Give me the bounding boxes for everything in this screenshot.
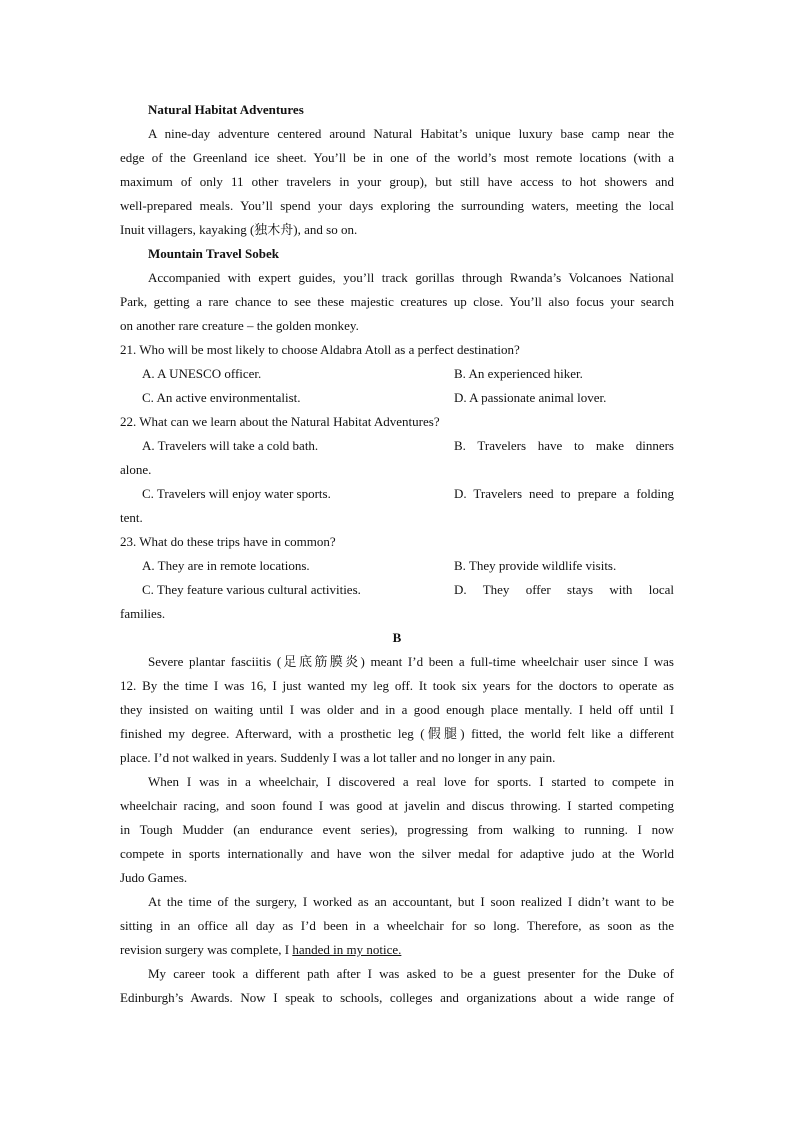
- paragraph-line: Judo Games.: [120, 870, 188, 885]
- option-c: C. Travelers will enjoy water sports.: [142, 486, 331, 501]
- paragraph-line: My career took a different path after I was asked to be a guest presenter for the Duke of: [148, 966, 674, 981]
- options-row: [120, 482, 674, 506]
- paragraph-line: When I was in a wheelchair, I discovered a real love for sports. I started to compete in: [148, 774, 674, 789]
- paragraph-line: well-prepared meals. You’ll spend your days exploring the surrounding waters, meeting the local: [120, 198, 674, 213]
- question-23: 23. What do these trips have in common?: [120, 534, 336, 549]
- option-b: B. They provide wildlife visits.: [454, 558, 617, 573]
- option-d: D. A passionate animal lover.: [454, 390, 607, 405]
- option-c: C. An active environmentalist.: [142, 390, 301, 405]
- paragraph-line: At the time of the surgery, I worked as an accountant, but I soon realized I didn’t want to be: [148, 894, 674, 909]
- paragraph-line: sitting in an office all day as I’d been in a wheelchair for so long. Therefore, as soon as the: [120, 918, 674, 933]
- question-21: 21. Who will be most likely to choose Aldabra Atoll as a perfect destination?: [120, 342, 520, 357]
- paragraph-line: Severe plantar fasciitis (足底筋膜炎) meant I’d been a full-time wheelchair user since I was: [148, 654, 674, 669]
- option-d: D. They offer stays with local: [454, 582, 674, 597]
- paragraph-line: finished my degree. Afterward, with a prosthetic leg (假腿) fitted, the world felt like a different: [120, 726, 674, 741]
- question-22: 22. What can we learn about the Natural Habitat Adventures?: [120, 414, 440, 429]
- section-heading-b: B: [392, 630, 402, 645]
- underlined-phrase: handed in my notice.: [292, 942, 402, 957]
- paragraph-text: revision surgery was complete, I: [120, 942, 293, 957]
- section-heading-mts: Mountain Travel Sobek: [148, 246, 279, 261]
- paragraph-line: Accompanied with expert guides, you’ll track gorillas through Rwanda’s Volcanoes National: [148, 270, 674, 285]
- paragraph-line: 12. By the time I was 16, I just wanted my leg off. It took six years for the doctors to operate as: [120, 678, 674, 693]
- option-d-continued: families.: [120, 606, 166, 621]
- option-a: A. Travelers will take a cold bath.: [142, 438, 319, 453]
- paragraph-line: [120, 938, 674, 962]
- option-b: B. Travelers have to make dinners: [454, 438, 674, 453]
- option-d: D. Travelers need to prepare a folding: [454, 486, 674, 501]
- option-c: C. They feature various cultural activities.: [142, 582, 361, 597]
- paragraph-line: Park, getting a rare chance to see these majestic creatures up close. You’ll also focus your search: [120, 294, 674, 309]
- option-b: B. An experienced hiker.: [454, 366, 583, 381]
- option-b-continued: alone.: [120, 462, 152, 477]
- paragraph-line: on another rare creature – the golden monkey.: [120, 318, 359, 333]
- section-heading-nha: Natural Habitat Adventures: [148, 102, 304, 117]
- paragraph-line: in Tough Mudder (an endurance event series), progressing from walking to running. I now: [120, 822, 674, 837]
- document-page: [120, 98, 674, 1010]
- paragraph-line: A nine-day adventure centered around Natural Habitat’s unique luxury base camp near the: [148, 126, 674, 141]
- paragraph-line: maximum of only 11 other travelers in your group), but still have access to hot showers and: [120, 174, 674, 189]
- paragraph-line: Inuit villagers, kayaking (独木舟), and so on.: [120, 222, 358, 237]
- option-a: A. They are in remote locations.: [142, 558, 310, 573]
- options-row: [120, 578, 674, 602]
- option-a: A. A UNESCO officer.: [142, 366, 262, 381]
- options-row: [120, 386, 674, 410]
- paragraph-line: wheelchair racing, and soon found I was good at javelin and discus throwing. I started competing: [120, 798, 674, 813]
- paragraph-line: they insisted on waiting until I was older and in a good enough place mentally. I held off until I: [120, 702, 674, 717]
- options-row: [120, 434, 674, 458]
- paragraph-line: Edinburgh’s Awards. Now I speak to schools, colleges and organizations about a wide range of: [120, 990, 674, 1005]
- paragraph-line: compete in sports internationally and have won the silver medal for adaptive judo at the World: [120, 846, 674, 861]
- options-row: [120, 362, 674, 386]
- paragraph-line: place. I’d not walked in years. Suddenly I was a lot taller and no longer in any pain.: [120, 750, 556, 765]
- option-d-continued: tent.: [120, 510, 143, 525]
- paragraph-line: edge of the Greenland ice sheet. You’ll be in one of the world’s most remote locations (with a: [120, 150, 674, 165]
- options-row: [120, 554, 674, 578]
